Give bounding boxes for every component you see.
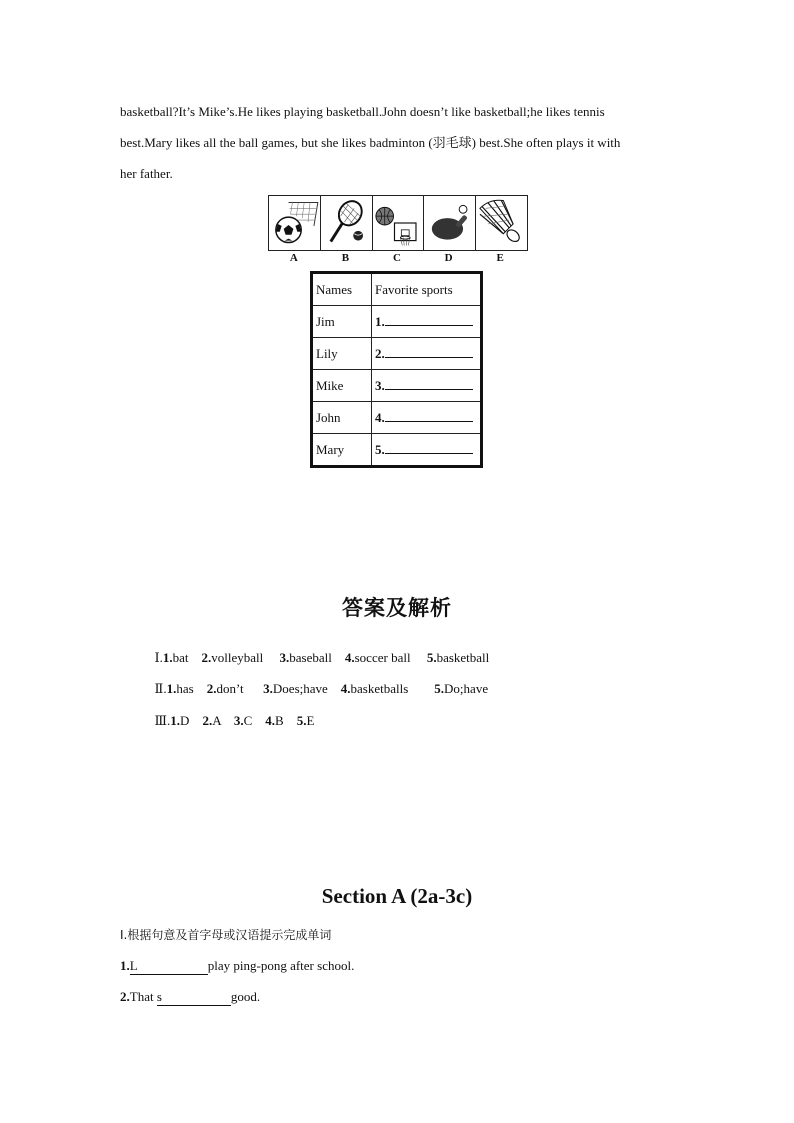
answer-blank[interactable] xyxy=(385,377,473,390)
picture-d xyxy=(424,196,476,250)
row-label: Ⅱ. xyxy=(154,681,167,696)
name-cell: Jim xyxy=(312,306,372,338)
name-cell: John xyxy=(312,402,372,434)
question-number: 2. xyxy=(120,989,130,1004)
item-number: 2. xyxy=(375,346,385,361)
answer-blank[interactable] xyxy=(385,409,473,422)
picture-e xyxy=(476,196,527,250)
answer-row-1: Ⅰ.1.bat 2.volleyball 3.baseball 4.soccer ball 5.basketball xyxy=(154,650,490,665)
question-text: good. xyxy=(230,989,261,1004)
name-cell: Lily xyxy=(312,338,372,370)
table-row xyxy=(312,370,482,402)
row-label: Ⅲ. xyxy=(154,713,171,728)
hint-letter: L xyxy=(129,958,138,973)
picture-c xyxy=(373,196,425,250)
question-text: That xyxy=(129,989,157,1004)
answers-title: 答案及解析 xyxy=(342,596,452,620)
table-row xyxy=(312,306,482,338)
answer-blank[interactable] xyxy=(385,313,473,326)
picture-label: E xyxy=(496,252,504,264)
table-row xyxy=(312,434,482,467)
question-text: play ping-pong after school. xyxy=(207,958,355,973)
question-1 xyxy=(120,958,354,975)
answer-cell[interactable] xyxy=(372,370,482,402)
picture-b xyxy=(321,196,373,250)
answer-row-3: Ⅲ.1.D 2.A 3.C 4.B 5.E xyxy=(154,713,315,728)
sports-pictures xyxy=(268,195,528,251)
tennis-racket-icon xyxy=(321,196,372,250)
passage xyxy=(120,96,680,189)
answer-cell[interactable] xyxy=(372,402,482,434)
question-number: 1. xyxy=(120,958,130,973)
favorite-sports-table xyxy=(310,271,483,468)
header-names: Names xyxy=(312,273,372,306)
answer-cell[interactable] xyxy=(372,434,482,467)
picture-label: D xyxy=(444,252,453,264)
hint-letter: s xyxy=(156,989,162,1004)
answer-cell[interactable] xyxy=(372,306,482,338)
soccer-ball-net-icon xyxy=(269,196,320,250)
table-row xyxy=(312,402,482,434)
name-cell: Mike xyxy=(312,370,372,402)
answer-row-2: Ⅱ.1.has 2.don’t 3.Does;have 4.basketballs 5.Do;have xyxy=(154,681,489,696)
section-title: Section A (2a-3c) xyxy=(321,884,473,908)
passage-line: basketball?It’s Mike’s.He likes playing basketball.John doesn’t like basketball;he likes tennis xyxy=(120,104,605,119)
section-instruction: Ⅰ.根据句意及首字母或汉语提示完成单词 xyxy=(120,928,332,942)
table-header-row xyxy=(312,273,482,306)
picture-labels xyxy=(268,252,526,264)
item-number: 3. xyxy=(375,378,385,393)
header-favorite-sports: Favorite sports xyxy=(372,273,482,306)
passage-line: best.Mary likes all the ball games, but she likes badminton (羽毛球) best.She often plays it with xyxy=(120,135,621,150)
answer-cell[interactable] xyxy=(372,338,482,370)
question-2 xyxy=(120,989,260,1006)
item-number: 5. xyxy=(375,442,385,457)
ping-pong-paddle-icon xyxy=(424,196,475,250)
picture-label: C xyxy=(393,252,401,264)
answer-blank[interactable] xyxy=(385,345,473,358)
answer-blank[interactable] xyxy=(157,989,231,1006)
picture-label: A xyxy=(289,252,298,264)
item-number: 4. xyxy=(375,410,385,425)
passage-line: her father. xyxy=(120,166,173,181)
basketball-hoop-icon xyxy=(373,196,424,250)
name-cell: Mary xyxy=(312,434,372,467)
answer-blank[interactable] xyxy=(385,441,473,454)
picture-label: B xyxy=(341,252,350,264)
item-number: 1. xyxy=(375,314,385,329)
row-label: Ⅰ. xyxy=(154,650,163,665)
badminton-shuttlecock-icon xyxy=(476,196,527,250)
table-row xyxy=(312,338,482,370)
picture-a xyxy=(269,196,321,250)
answer-blank[interactable] xyxy=(130,958,208,975)
